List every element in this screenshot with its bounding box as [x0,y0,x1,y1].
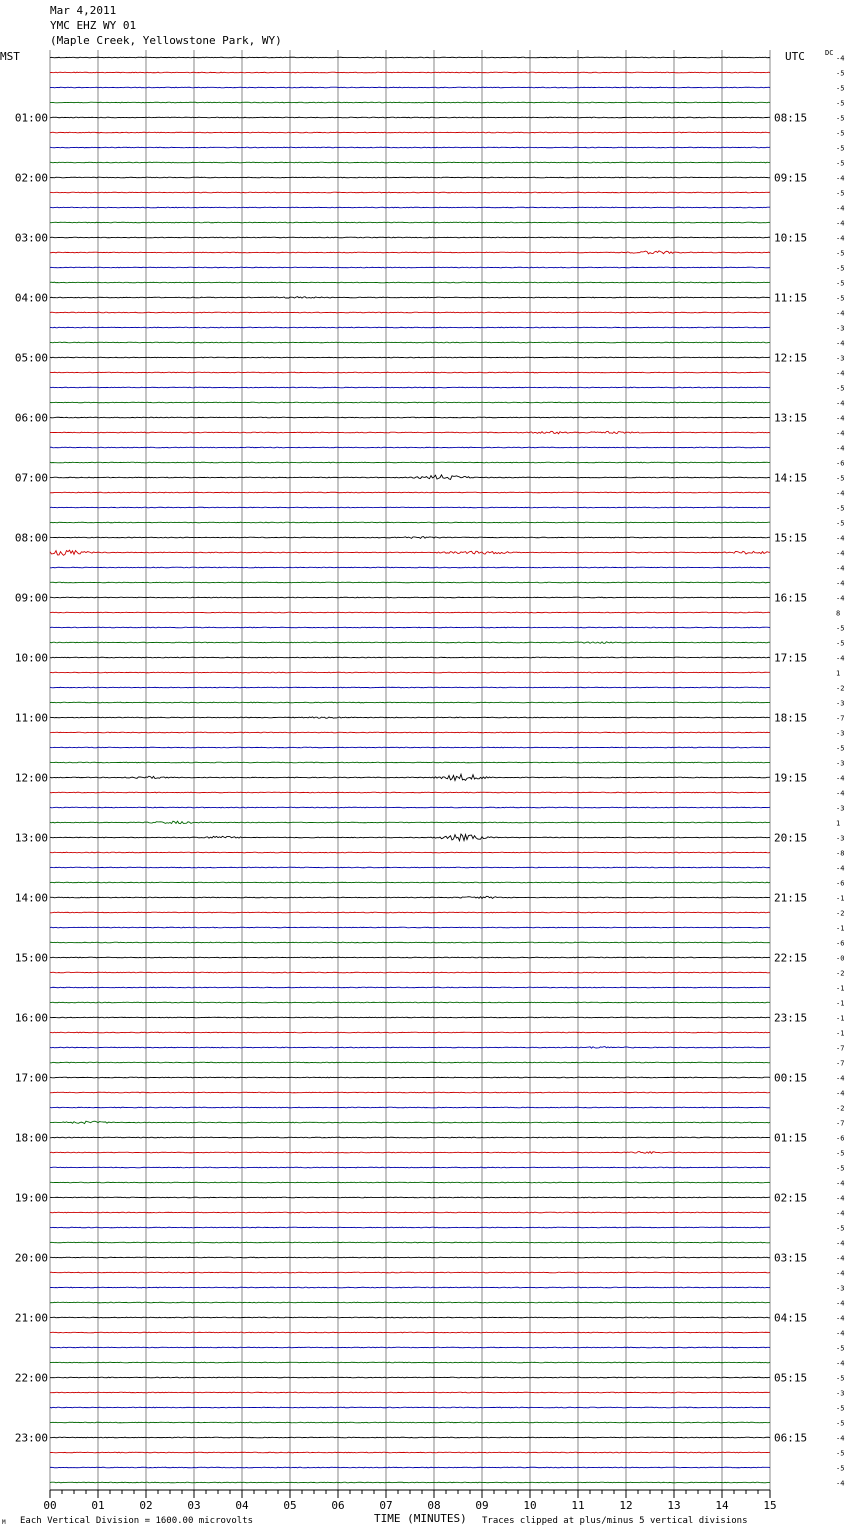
utc-hour-label: 10:15 [774,231,808,245]
minute-grid [50,50,770,1490]
dc-offset-label: -4 [836,1254,845,1263]
dc-offset-label: -6 [836,1134,845,1143]
seismic-trace [50,447,770,448]
mst-hour-label: 01:00 [14,111,48,125]
dc-offset-label: -5 [836,624,845,633]
dc-offset-label: -4 [836,1089,845,1098]
dc-offset-label: -4 [836,54,845,63]
mst-hour-label: 12:00 [14,771,48,785]
dc-offset-label: -2 [836,969,845,978]
mst-hour-label: 07:00 [14,471,48,485]
dc-offset-label: -3 [836,354,845,363]
seismic-trace [50,747,770,748]
dc-offset-label: -4 [836,654,845,663]
dc-offset-label: -5 [836,1164,845,1173]
dc-offset-label: -6 [836,939,845,948]
dc-offset-label: -5 [836,279,845,288]
dc-offset-label: -6 [836,459,845,468]
dc-offset-label: -7 [836,1059,845,1068]
x-tick-label: 06 [331,1499,345,1512]
seismic-trace [50,1287,770,1288]
seismic-trace [50,1377,770,1378]
utc-hour-label: 02:15 [774,1191,808,1205]
time-axis [43,1490,776,1512]
seismic-trace [50,342,770,343]
x-tick-label: 13 [667,1499,681,1512]
dc-offset-label: -4 [836,1209,845,1218]
dc-offset-label: -4 [836,174,845,183]
seismic-trace [50,1107,770,1108]
dc-offset-label: -4 [836,1359,845,1368]
seismic-trace [50,1227,770,1228]
mst-hour-label: 14:00 [14,891,48,905]
dc-offset-label: -5 [836,264,845,273]
seismic-trace [50,972,770,973]
seismic-trace [50,1482,770,1483]
seismic-trace [50,492,770,493]
dc-offset-label: -7 [836,714,845,723]
mst-hour-label: 21:00 [14,1311,48,1325]
seismic-trace [50,987,770,988]
utc-hour-label: 09:15 [774,171,808,185]
utc-hour-label: 19:15 [774,771,808,785]
seismic-trace [50,774,770,780]
dc-offset-label: -5 [836,1464,845,1473]
mst-hour-label: 02:00 [14,171,48,185]
seismic-trace [50,852,770,853]
seismic-trace [50,1272,770,1273]
x-tick-label: 08 [427,1499,441,1512]
dc-offset-label: -4 [836,1434,845,1443]
mst-hour-label: 10:00 [14,651,48,665]
seismic-trace [50,642,770,644]
dc-offset-label: -4 [836,339,845,348]
seismic-trace [50,927,770,928]
dc-offset-label: -4 [836,309,845,318]
dc-offset-label: -5 [836,189,845,198]
seismic-trace [50,522,770,523]
dc-offset-label: -6 [836,879,845,888]
dc-offset-label: -4 [836,489,845,498]
dc-offset-label: -3 [836,729,845,738]
seismic-trace [50,387,770,388]
dc-offset-label: -4 [836,1269,845,1278]
seismic-trace [50,550,770,555]
seismic-trace [50,896,770,898]
utc-hour-label: 22:15 [774,951,808,965]
seismic-trace [50,192,770,193]
mst-hour-label: 18:00 [14,1131,48,1145]
mst-hour-label: 03:00 [14,231,48,245]
utc-hour-label: 00:15 [774,1071,808,1085]
mst-hour-label: 11:00 [14,711,48,725]
mst-label: MST [0,50,20,63]
mst-hour-label: 09:00 [14,591,48,605]
dc-offset-label: -2 [836,684,845,693]
dc-offset-label: -5 [836,1224,845,1233]
seismic-trace [50,417,770,418]
seismic-trace [50,327,770,328]
seismic-trace [50,132,770,133]
mst-hour-label: 13:00 [14,831,48,845]
x-tick-label: 05 [283,1499,297,1512]
seismic-trace [50,1302,770,1303]
utc-hour-label: 16:15 [774,591,808,605]
seismic-trace [50,627,770,628]
dc-offset-label: -5 [836,474,845,483]
seismic-trace [50,402,770,403]
dc-offset-label: -4 [836,1314,845,1323]
dc-offset-label: -7 [836,1119,845,1128]
seismic-trace [50,957,770,958]
seismic-trace [50,177,770,178]
seismic-trace [50,57,770,58]
trace-group [50,57,770,1483]
dc-offset-label: -4 [836,549,845,558]
seismic-trace [50,357,770,358]
dc-offset-label: -4 [836,444,845,453]
seismic-trace [50,251,770,254]
utc-hour-label: 06:15 [774,1431,808,1445]
dc-offset-label: -2 [836,1104,845,1113]
seismic-trace [50,867,770,868]
seismic-trace [50,792,770,793]
mst-hour-label: 06:00 [14,411,48,425]
dc-offset-label: -5 [836,504,845,513]
x-tick-label: 14 [715,1499,729,1512]
seismic-trace [50,732,770,733]
dc-offset-label: -4 [836,204,845,213]
dc-label: DC [825,49,834,57]
seismic-trace [50,1242,770,1243]
dc-offset-label: -5 [836,144,845,153]
seismic-trace [50,1422,770,1423]
utc-hour-label: 23:15 [774,1011,808,1025]
dc-offset-label: -4 [836,1194,845,1203]
seismic-trace [50,72,770,73]
x-tick-label: 07 [379,1499,393,1512]
seismic-trace [50,1032,770,1033]
dc-offset-label: -1 [836,924,845,933]
mst-hour-label: 04:00 [14,291,48,305]
utc-label: UTC [785,50,805,63]
seismic-trace [50,475,770,480]
seismic-trace [50,1452,770,1453]
seismic-trace [50,312,770,313]
dc-offset-label: -7 [836,1044,845,1053]
seismic-trace [50,237,770,238]
dc-offset-label: -1 [836,999,845,1008]
seismic-trace [50,162,770,163]
seismic-trace [50,567,770,568]
seismic-trace [50,1152,770,1154]
seismic-trace [50,297,770,299]
dc-offset-label: -1 [836,1029,845,1038]
seismic-trace [50,672,770,673]
utc-hour-label: 11:15 [774,291,808,305]
seismic-trace [50,372,770,373]
utc-hour-label: 20:15 [774,831,808,845]
seismic-trace [50,1047,770,1049]
seismic-trace [50,1332,770,1333]
dc-offset-label: -5 [836,639,845,648]
dc-offset-label: -3 [836,1389,845,1398]
seismic-trace [50,87,770,88]
dc-offset-label: -4 [836,564,845,573]
dc-offset-label: 1 [836,669,841,678]
x-tick-label: 15 [763,1499,777,1512]
dc-offset-label: -4 [836,594,845,603]
utc-hour-label: 13:15 [774,411,808,425]
utc-hour-label: 05:15 [774,1371,808,1385]
seismic-trace [50,1257,770,1258]
seismic-trace [50,1002,770,1003]
seismic-trace [50,431,770,434]
seismic-trace [50,1137,770,1138]
x-tick-label: 02 [139,1499,153,1512]
utc-hour-label: 01:15 [774,1131,808,1145]
seismic-trace [50,222,770,223]
seismic-trace [50,1062,770,1063]
seismic-trace [50,912,770,913]
dc-offset-label: -3 [836,759,845,768]
seismic-trace [50,1121,770,1123]
x-tick-label: 11 [571,1499,585,1512]
dc-offset-label: -3 [836,804,845,813]
seismic-trace [50,1077,770,1078]
x-tick-label: 04 [235,1499,249,1512]
mst-hour-label: 16:00 [14,1011,48,1025]
dc-offset-label: -5 [836,69,845,78]
dc-offset-label: -1 [836,984,845,993]
seismic-trace [50,1467,770,1468]
utc-hour-label: 14:15 [774,471,808,485]
mst-hour-label: 20:00 [14,1251,48,1265]
x-tick-label: 10 [523,1499,537,1512]
dc-offset-label: -3 [836,834,845,843]
x-tick-label: 00 [43,1499,57,1512]
seismic-trace [50,1167,770,1168]
seismic-trace [50,687,770,688]
seismic-trace [50,702,770,703]
mst-hour-label: 08:00 [14,531,48,545]
seismic-trace [50,717,770,718]
seismic-trace [50,612,770,613]
seismic-trace [50,834,770,841]
dc-offset-label: -4 [836,864,845,873]
dc-offset-label: -3 [836,699,845,708]
dc-offset-label: -5 [836,384,845,393]
seismic-trace [50,537,770,539]
dc-offset-label: -5 [836,159,845,168]
mst-hour-label: 15:00 [14,951,48,965]
dc-offset-label: -5 [836,1344,845,1353]
dc-offset-label: -5 [836,1149,845,1158]
seismic-trace [50,102,770,103]
mst-hour-label: 17:00 [14,1071,48,1085]
dc-offset-label: -5 [836,84,845,93]
seismic-trace [50,1092,770,1093]
seismic-trace [50,1317,770,1318]
corner-mark: M [2,1519,6,1526]
dc-offset-label: -5 [836,1449,845,1458]
mst-hour-label: 05:00 [14,351,48,365]
seismic-trace [50,807,770,808]
seismic-trace [50,147,770,148]
dc-offset-label: -1 [836,894,845,903]
seismic-trace [50,282,770,283]
seismic-trace [50,267,770,268]
seismic-trace [50,821,770,823]
dc-offset-label: -4 [836,1299,845,1308]
dc-offset-label: -5 [836,1419,845,1428]
seismic-trace [50,1392,770,1393]
dc-offset-label: -4 [836,369,845,378]
utc-hour-label: 08:15 [774,111,808,125]
dc-offset-label: -5 [836,249,845,258]
seismic-trace [50,597,770,598]
seismic-trace [50,882,770,883]
header-date: Mar 4,2011 [50,4,117,17]
dc-offset-label: 1 [836,819,841,828]
dc-offset-label: -5 [836,294,845,303]
dc-offset-label: -5 [836,114,845,123]
seismic-trace [50,117,770,118]
seismic-trace [50,1437,770,1438]
utc-hour-label: 03:15 [774,1251,808,1265]
seismic-trace [50,1182,770,1183]
utc-hour-label: 15:15 [774,531,808,545]
dc-offset-label: -3 [836,1284,845,1293]
dc-offset-label: -5 [836,129,845,138]
dc-offset-label: -8 [836,849,845,858]
seismic-trace [50,207,770,208]
seismic-trace [50,1017,770,1018]
mst-hour-label: 23:00 [14,1431,48,1445]
clip-note: Traces clipped at plus/minus 5 vertical divisions [482,1516,748,1526]
utc-hour-label: 21:15 [774,891,808,905]
x-tick-label: 03 [187,1499,201,1512]
utc-hour-label: 17:15 [774,651,808,665]
dc-offset-label: -5 [836,1404,845,1413]
dc-offset-label: -4 [836,399,845,408]
x-tick-label: 09 [475,1499,489,1512]
seismic-trace [50,1347,770,1348]
utc-hour-label: 04:15 [774,1311,808,1325]
dc-offset-label: -4 [836,429,845,438]
x-tick-label: 01 [91,1499,105,1512]
dc-offset-label: -5 [836,99,845,108]
seismic-trace [50,1362,770,1363]
dc-offset-label: -0 [836,954,845,963]
dc-offset-label: -4 [836,1479,845,1488]
utc-hour-label: 18:15 [774,711,808,725]
mst-hour-label: 19:00 [14,1191,48,1205]
label-group [0,49,844,1488]
header-station: YMC EHZ WY 01 [50,19,137,32]
dc-offset-label: -5 [836,519,845,528]
seismic-trace [50,1212,770,1213]
dc-offset-label: -1 [836,1014,845,1023]
seismic-trace [50,1407,770,1408]
dc-offset-label: -4 [836,1074,845,1083]
seismic-trace [50,507,770,508]
dc-offset-label: -4 [836,534,845,543]
x-tick-label: 12 [619,1499,633,1512]
dc-offset-label: -4 [836,414,845,423]
dc-offset-label: -4 [836,1179,845,1188]
header-location: (Maple Creek, Yellowstone Park, WY) [50,34,282,47]
seismic-trace [50,942,770,943]
seismic-trace [50,657,770,658]
seismic-trace [50,462,770,463]
dc-offset-label: -5 [836,744,845,753]
dc-offset-label: -4 [836,234,845,243]
utc-hour-label: 12:15 [774,351,808,365]
seismic-trace [50,582,770,583]
dc-offset-label: -2 [836,909,845,918]
dc-offset-label: -4 [836,774,845,783]
dc-offset-label: -4 [836,789,845,798]
dc-offset-label: -5 [836,1374,845,1383]
seismic-trace [50,762,770,763]
dc-offset-label: -3 [836,324,845,333]
dc-offset-label: -4 [836,579,845,588]
dc-offset-label: -4 [836,219,845,228]
seismic-trace [50,1197,770,1198]
x-axis-title: TIME (MINUTES) [374,1512,467,1525]
dc-offset-label: -4 [836,1239,845,1248]
dc-offset-label: -4 [836,1329,845,1338]
mst-hour-label: 22:00 [14,1371,48,1385]
scale-note: Each Vertical Division = 1600.00 microvolts [20,1516,253,1526]
dc-offset-label: 8 [836,609,841,618]
